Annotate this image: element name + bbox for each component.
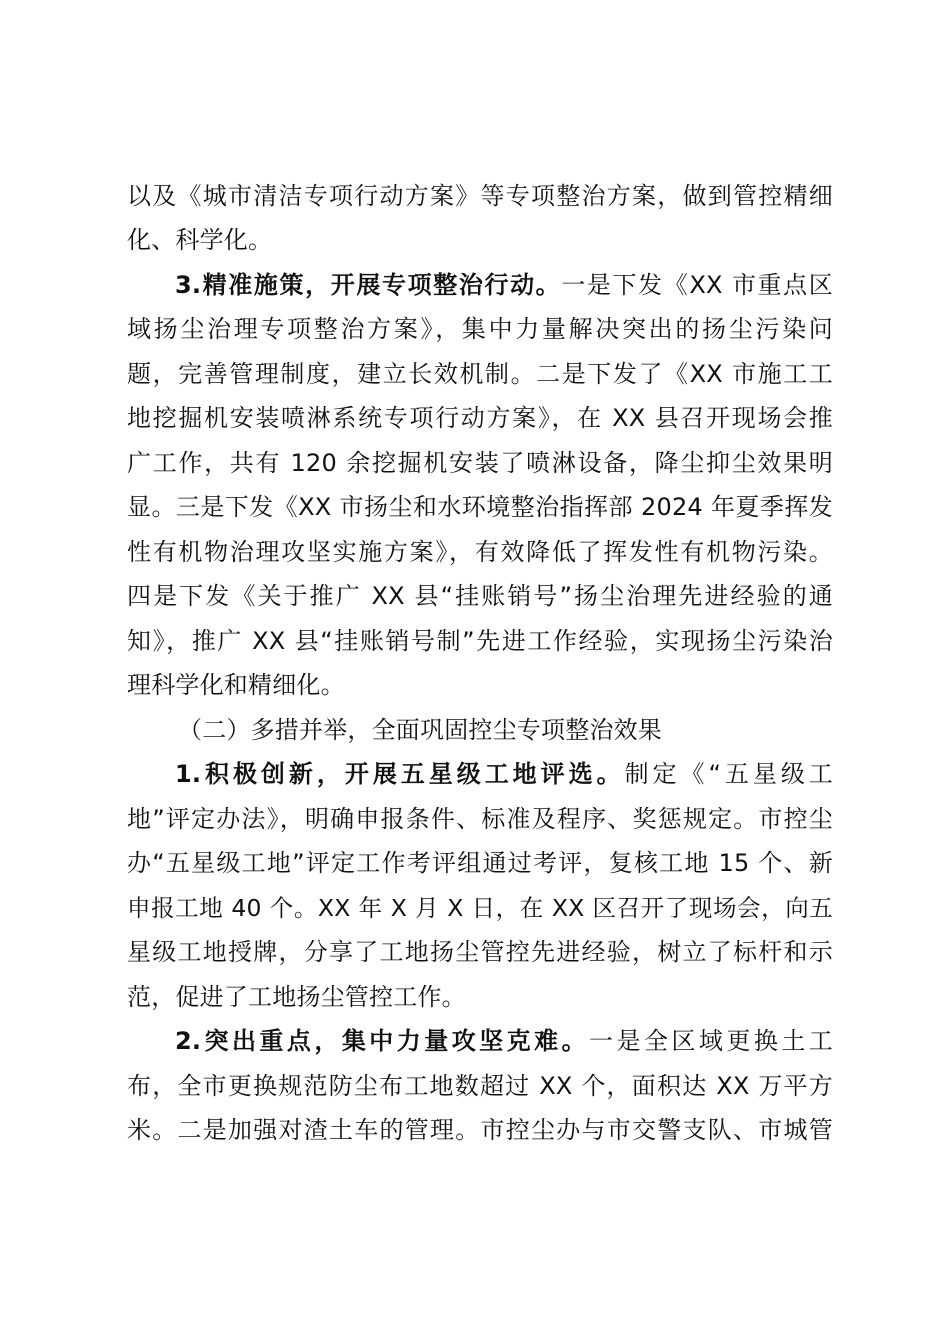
- text-run: 范，促进了工地扬尘管控工作。: [127, 983, 466, 1011]
- subheading-run: 2.突出重点，集中力量攻坚克难。: [175, 1027, 590, 1055]
- text-run: 制定《“五星级工: [624, 760, 833, 788]
- text-line-4: [127, 307, 833, 351]
- text-line-18: [127, 930, 833, 974]
- text-run: 域扬尘治理专项整治方案》，集中力量解决突出的扬尘污染问: [127, 315, 833, 343]
- text-run: 显。三是下发《XX 市扬尘和水环境整治指挥部 2024 年夏季挥发: [127, 493, 833, 521]
- text-line-21: [127, 1064, 833, 1108]
- text-run: 题，完善管理制度，建立长效机制。二是下发了《XX 市施工工: [127, 360, 833, 388]
- text-run: 以及《城市清洁专项行动方案》等专项整治方案，做到管控精细: [127, 182, 833, 210]
- text-run: 一是下发《XX 市重点区: [561, 271, 833, 299]
- text-line-8: [127, 485, 833, 529]
- text-run: 办“五星级工地”评定工作考评组通过考评，复核工地 15 个、新: [127, 849, 833, 877]
- text-run: 地”评定办法》，明确申报条件、标准及程序、奖惩规定。市控尘: [127, 805, 833, 833]
- text-run: 化、科学化。: [127, 226, 273, 254]
- text-line-6: [127, 396, 833, 440]
- text-run: 性有机物治理攻坚实施方案》，有效降低了挥发性有机物污染。: [127, 538, 833, 566]
- text-line-10: [127, 574, 833, 618]
- text-run: 申报工地 40 个。XX 年 X 月 X 日，在 XX 区召开了现场会，向五: [127, 894, 833, 922]
- text-run: 一是全区域更换土工: [589, 1027, 833, 1055]
- text-run: 广工作，共有 120 余挖掘机安装了喷淋设备，降尘抑尘效果明: [127, 449, 833, 477]
- text-run: 理科学化和精细化。: [127, 671, 345, 699]
- text-line-17: [127, 886, 833, 930]
- text-run: 四是下发《关于推广 XX 县“挂账销号”扬尘治理先进经验的通: [127, 582, 833, 610]
- subheading-line-20: [175, 1019, 833, 1063]
- text-run: 布，全市更换规范防尘布工地数超过 XX 个，面积达 XX 万平方: [127, 1072, 833, 1100]
- text-line-11: [127, 619, 833, 663]
- subheading-run: 3.精准施策，开展专项整治行动。: [175, 271, 562, 299]
- text-run: 星级工地授牌，分享了工地扬尘管控先进经验，树立了标杆和示: [127, 938, 833, 966]
- text-line-1: [127, 174, 833, 218]
- section-heading: [178, 708, 833, 752]
- text-line-15: [127, 797, 833, 841]
- text-line-12: [127, 663, 833, 707]
- text-line-2: [127, 218, 833, 262]
- text-line-7: [127, 441, 833, 485]
- text-line-16: [127, 841, 833, 885]
- text-line-22: [127, 1108, 833, 1152]
- subheading-line-3: [175, 263, 833, 307]
- text-line-5: [127, 352, 833, 396]
- text-run: 地挖掘机安装喷淋系统专项行动方案》，在 XX 县召开现场会推: [127, 404, 833, 432]
- text-line-9: [127, 530, 833, 574]
- text-run: 米。二是加强对渣土车的管理。市控尘办与市交警支队、市城管: [127, 1116, 833, 1144]
- text-run: 知》，推广 XX 县“挂账销号制”先进工作经验，实现扬尘污染治: [127, 627, 833, 655]
- subheading-run: 1.积极创新，开展五星级工地评选。: [175, 760, 625, 788]
- subheading-line-14: [175, 752, 833, 796]
- text-line-19: [127, 975, 833, 1019]
- section-heading-text: （二）多措并举，全面巩固控尘专项整治效果: [178, 716, 662, 744]
